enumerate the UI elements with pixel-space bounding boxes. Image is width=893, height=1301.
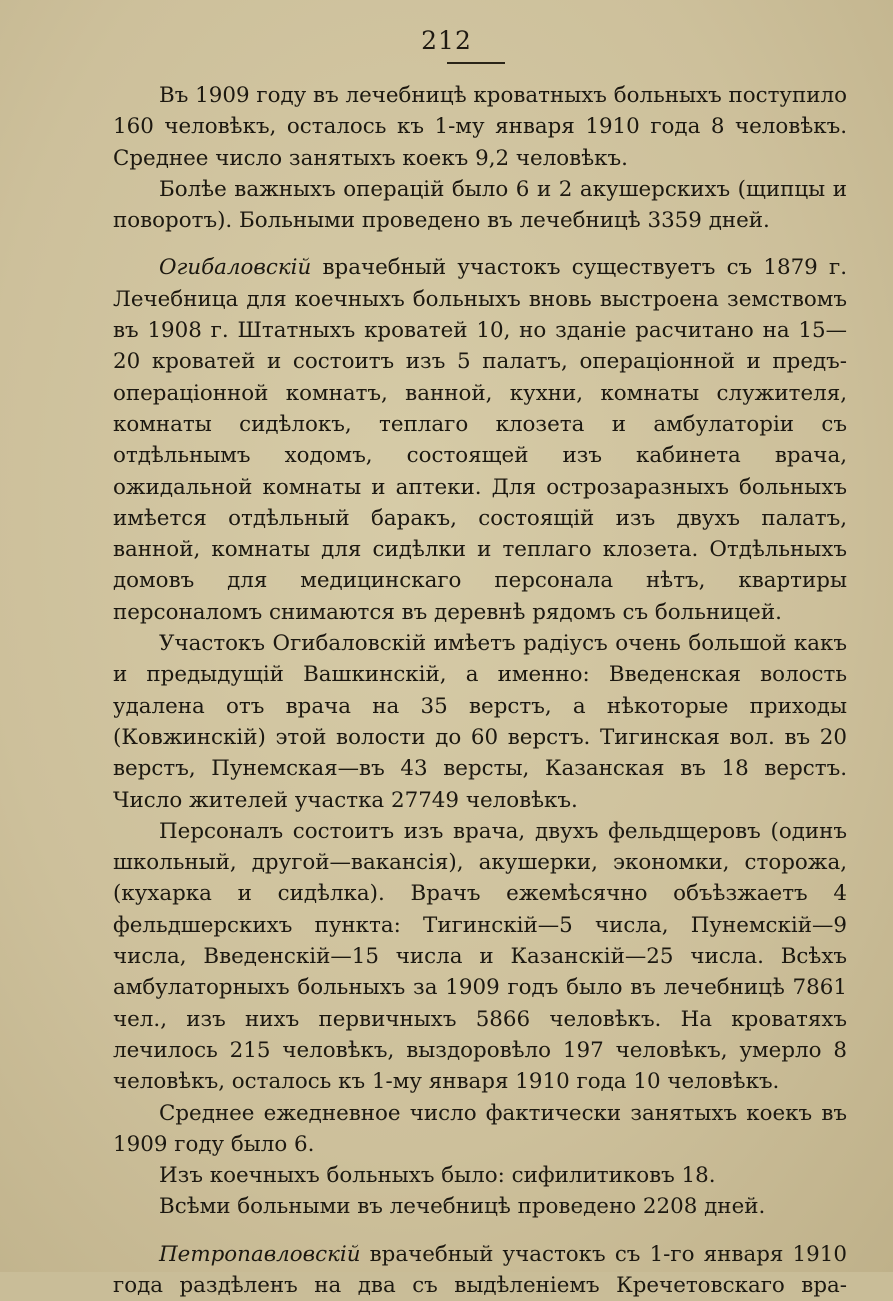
paragraph-personnel: Персоналъ состоитъ изъ врача, двухъ фельдщеровъ (одинъ школьный, другой—вакансія), акушерки, экономки, сторожа, (кухарка и сидѣлка). Врачъ ежемѣсячно объѣзжаетъ 4 фельдшерскихъ пункта: Тигинскій—5 числа, Пунемскій—9 числа, Введенскій—15 числа и Казанскій—25 числа. Всѣхъ амбулаторныхъ больныхъ за 1909 годъ было въ лечебницѣ 7861 чел., изъ нихъ первичныхъ 5866 человѣкъ. На кроватяхъ лечилось 215 человѣкъ, выздоровѣло 197 человѣкъ, умерло 8 человѣкъ, осталось къ 1-му января 1910 года 10 человѣкъ. xyxy=(113,818,847,1095)
paragraph-average-beds: Среднее ежедневное число фактически занятыхъ коекъ въ 1909 году было 6. xyxy=(113,1100,847,1157)
paragraph-1909-admissions: Въ 1909 году въ лечебницѣ кроватныхъ больныхъ поступило 160 человѣкъ, осталось къ 1-му января 1910 года 8 человѣкъ. Среднее число занятыхъ коекъ 9,2 человѣкъ. xyxy=(113,83,847,171)
petropavlovsky-heading: Петропавловскій xyxy=(159,1241,361,1267)
paragraph-operations: Болѣе важныхъ операцій было 6 и 2 акушерскихъ (щипцы и поворотъ). Больными проведено въ лечебницѣ 3359 дней. xyxy=(113,176,847,234)
header-rule xyxy=(447,62,505,64)
ogibalovsky-heading: Огибаловскій xyxy=(159,255,312,281)
ogibalovsky-text: врачебный участокъ существуетъ съ 1879 г. Лечебница для коечныхъ больныхъ вновь выстроена земствомъ въ 1908 г. Штатныхъ кроватей 10, но зданіе расчитано на 15—20 кроватей и состоитъ изъ 5 палатъ, операціонной и предъ-операціонной комнатъ, ванной, кухни, комнаты служителя, комнаты сидѣлокъ, теплаго клозета и амбулаторіи съ отдѣльнымъ ходомъ, состоящей изъ кабинета врача, ожидальной комнаты и аптеки. Для острозаразныхъ больныхъ имѣется отдѣльный баракъ, состоящій изъ двухъ палатъ, ванной, комнаты для сидѣлки и теплаго клозета. Отдѣльныхъ домовъ для медицинскаго персонала нѣтъ, квартиры персоналомъ снимаются въ деревнѣ рядомъ съ больницей. xyxy=(113,255,847,625)
petropavlovsky-text: врачебный участокъ съ 1-го января 1910 года раздѣленъ на два съ выдѣленіемъ Кречетовскаго вра- xyxy=(113,1241,847,1298)
paragraph-syphilitics: Изъ коечныхъ больныхъ было: сифилитиковъ 18. xyxy=(159,1163,716,1189)
paragraph-ogibalovsky-district xyxy=(113,252,847,628)
paragraph-district-radius: Участокъ Огибаловскій имѣетъ радіусъ очень большой какъ и предыдущій Вашкинскій, а именно: Введенская волость удалена отъ врача на 35 верстъ, а нѣкоторые приходы (Ковжинскій) этой волости до 60 верстъ. Тигинская вол. въ 20 верстъ, Пунемская—въ 43 версты, Казанская въ 18 верстъ. Число жителей участка 27749 человѣкъ. xyxy=(113,631,847,813)
page-number: 212 xyxy=(421,26,472,55)
paragraph-days-spent: Всѣми больными въ лечебницѣ проведено 2208 дней. xyxy=(159,1194,766,1220)
text-body xyxy=(113,80,847,1301)
paragraph-petropavlovsky-district xyxy=(113,1239,847,1301)
